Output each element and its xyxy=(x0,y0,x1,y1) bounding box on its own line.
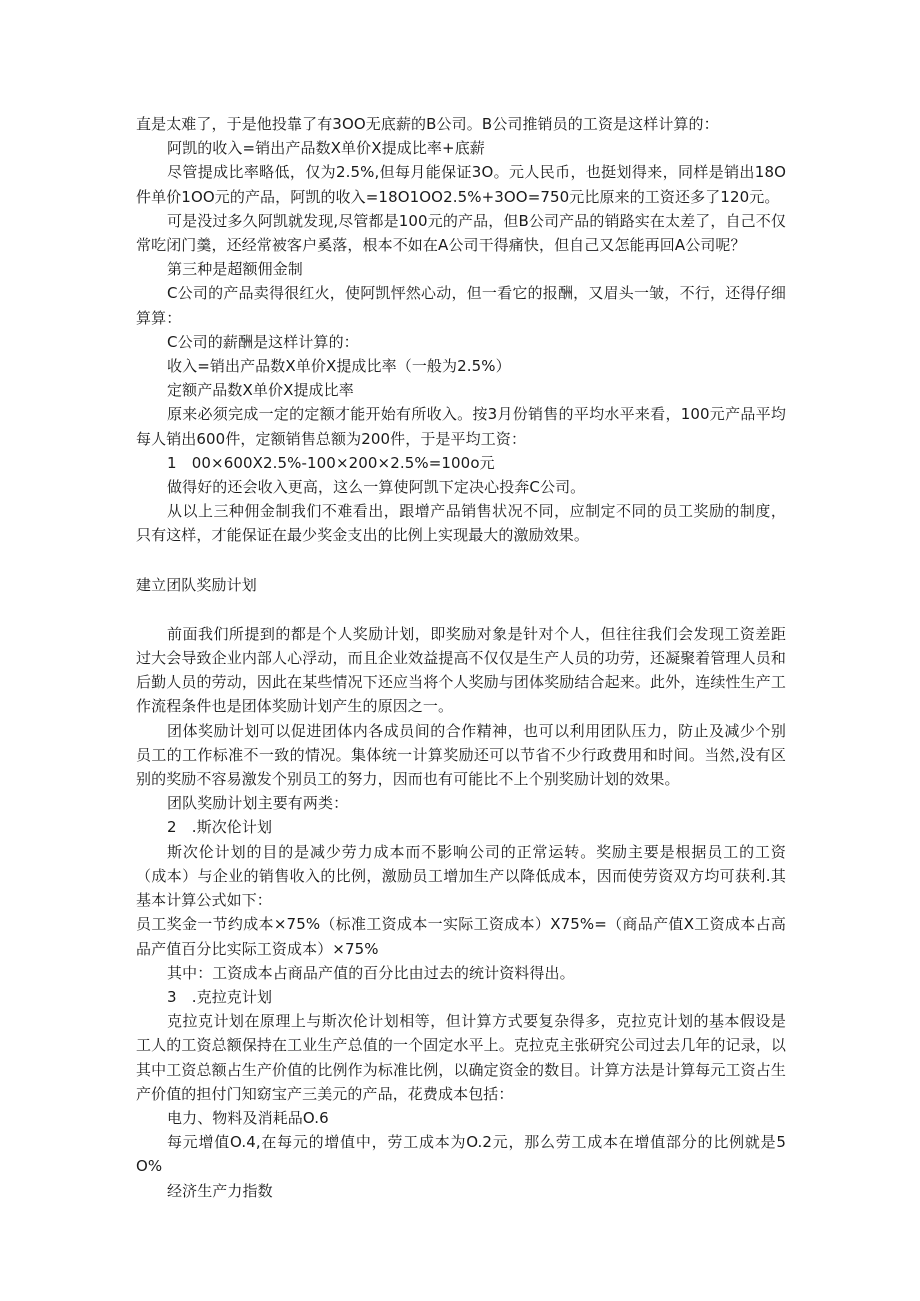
paragraph: 从以上三种佣金制我们不难看出，跟增产品销售状况不同，应制定不同的员工奖励的制度，只有这样，才能保证在最少奖金支出的比例上实现最大的激励效果。 xyxy=(136,502,786,545)
paragraph: C公司的产品卖得很红火，使阿凯怦然心动，但一看它的报酬，又眉头一皱，不行，还得仔细算算： xyxy=(136,284,786,327)
paragraph: 团体奖励计划可以促进团体内各成员间的合作精神，也可以利用团队压力，防止及减少个别员工的工作标准不一致的情况。集体统一计算奖励还可以节省不少行政费用和时间。当然,没有区别的奖励不容易激发个别员工的努力，因而也有可能比不上个别奖励计划的效果。 xyxy=(136,721,786,789)
section-label: 第三种是超额佣金制 xyxy=(167,260,303,279)
list-item-heading: 3 .克拉克计划 xyxy=(167,987,273,1006)
paragraph: 经济生产力指数 xyxy=(167,1181,273,1200)
document-body xyxy=(136,112,786,1203)
formula-line: 员工奖金一节约成本×75%（标准工资成本一实际工资成本）X75%=（商品产值X工资成本占高品产值百分比实际工资成本）×75% xyxy=(136,915,786,958)
paragraph: 前面我们所提到的都是个人奖励计划，即奖励对象是针对个人，但往往我们会发现工资差距过大会导致企业内部人心浮动，而且企业效益提高不仅仅是生产人员的功劳，还凝聚着管理人员和后勤人员的劳动，因此在某些情况下还应当将个人奖励与团体奖励结合起来。此外，连续性生产工作流程条件也是团体奖励计划产生的原因之一。 xyxy=(136,624,786,716)
formula-line: 定额产品数X单价X提成比率 xyxy=(167,381,354,400)
paragraph: 每元增值O.4,在每元的增值中，劳工成本为O.2元，那么劳工成本在增值部分的比例就是5O% xyxy=(136,1133,786,1176)
formula-line: 1 00×600X2.5%-100×200×2.5%=100o元 xyxy=(167,453,495,472)
paragraph: 克拉克计划在原理上与斯次伦计划相等，但计算方式要复杂得多，克拉克计划的基本假设是工人的工资总额保持在工业生产总值的一个固定水平上。克拉克主张研究公司过去几年的记录，以其中工资总额占生产价值的比例作为标准比例，以确定资金的数目。计算方法是计算每元工资占生产价值的担付门知窈宝产三美元的产品，花费成本包括： xyxy=(136,1012,786,1103)
paragraph: 原来必须完成一定的定额才能开始有所收入。按3月份销售的平均水平来看，100元产品平均每人销出600件，定额销售总额为200件，于是平均工资： xyxy=(136,405,786,448)
paragraph: C公司的薪酬是这样计算的： xyxy=(167,332,359,351)
paragraph: 尽管提成比率略低，仅为2.5%,但每月能保证3O。元人民币，也挺划得来，同样是销出18O件单价1OO元的产品，阿凯的收入=18O1OO2.5%+3OO=750元比原来的工资还多了120元。 xyxy=(136,163,786,206)
paragraph: 其中：工资成本占商品产值的百分比由过去的统计资料得出。 xyxy=(167,963,575,982)
spacer xyxy=(136,548,786,573)
paragraph: 直是太难了，于是他投靠了有3OO无底薪的B公司。B公司推销员的工资是这样计算的： xyxy=(136,115,719,133)
spacer xyxy=(136,597,786,622)
formula-line: 阿凯的收入=销出产品数X单价X提成比率+底薪 xyxy=(167,139,485,158)
list-item-heading: 2 .斯次伦计划 xyxy=(167,818,273,837)
formula-line: 电力、物料及消耗品O.6 xyxy=(167,1108,329,1127)
formula-line: 收入=销出产品数X单价X提成比率（一般为2.5%） xyxy=(167,357,511,376)
paragraph: 斯次伦计划的目的是减少劳力成本而不影响公司的正常运转。奖励主要是根据员工的工资（成本）与企业的销售收入的比例，激励员工增加生产以降低成本，因而使劳资双方均可获利.其基本计算公式如下： xyxy=(136,842,786,910)
paragraph: 做得好的还会收入更高，这么一算使阿凯下定决心投奔C公司。 xyxy=(167,478,586,497)
paragraph: 可是没过多久阿凯就发现,尽管都是100元的产品，但B公司产品的销路实在太差了，自己不仅常吃闭门羹，还经常被客户奚落，根本不如在A公司干得痛快，但自己又怎能再回A公司呢？ xyxy=(136,211,786,255)
section-heading: 建立团队奖励计划 xyxy=(136,575,257,594)
paragraph: 团队奖励计划主要有两类： xyxy=(167,794,349,813)
